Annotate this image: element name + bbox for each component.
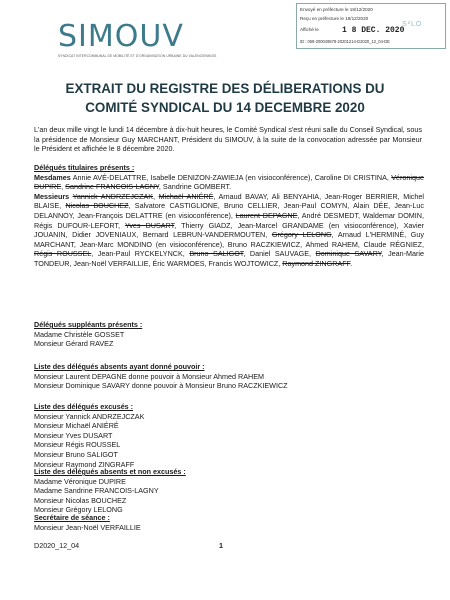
title-line-1: EXTRAIT DU REGISTRE DES DÉLIBERATIONS DU	[65, 81, 385, 96]
stamp-mark: S²LO	[402, 21, 423, 28]
logo-tagline: SYNDICAT INTERCOMMUNAL DE MOBILITÉ ET D'ORGANISATION URBAINE DU VALENCIENNOIS	[58, 54, 217, 58]
messieurs-struck-2: Michaël ANIÉRÉ	[158, 191, 214, 201]
section-non-excuses	[34, 467, 424, 515]
messieurs-text-a: Arnaud BAVAY, Ali BENYAHIA, Jean-Roger BERRIER, Michel BLAISE,	[34, 191, 424, 211]
list-item: Monsieur Laurent DEPAGNE donne pouvoir à Monsieur Ahmed RAHEM	[34, 371, 264, 381]
prefecture-stamp	[296, 3, 446, 49]
section-pouvoirs	[34, 362, 424, 391]
messieurs-struck-6: Grégory LELONG	[271, 230, 332, 240]
titulaires-messieurs: Messieurs Yannick ANDRZEJCZAK, Michaël ANIÉRÉ, Arnaud BAVAY, Ali BENYAHIA, Jean-Roger BERRIER, Michel BLAISE, Nicolas BOUCHEZ, Salvatore CASTIGLIONE, Bruno CELLIER, Jean-Paul COMYN, Alain DÉE, Jean-Luc DELANNOY, Jean-François DELATTRE (en visioconférence), Laurent DEPAGNE, André DESMEDT, Waldemar DOMIN, Régis DUFOUR-LEFORT, Yves DUSART, Thierry GIADZ, Jean-Marcel GRANDAME (en visioconférence), Xavier JOUANIN, Didier JOVENIAUX, Bernard LEBRUN-VANDERMOUTEN, Grégory LELONG, Arnaud L'HERMINÉ, Guy MARCHANT, Jean-Marc MONDINO (en visioconférence), Bruno RACZKIEWICZ, Ahmed RAHEM, Claude RÉGNIEZ, Régis ROUSSEL, Jean-Paul RYCKELYNCK, Bruno SALIGOT, Daniel SAUVAGE, Dominique SAVARY, Jean-Marie TONDEUR, Jean-Noël VERFAILLIE, Éric WARMOES, Francis WOJTOWICZ, Raymond ZINGRAFF.	[34, 191, 425, 268]
messieurs-text-e: Arnaud L'HERMINÉ, Guy MARCHANT, Jean-Marc MONDINO (en visioconférence), Bruno RACZKIEWICZ, Ahmed RAHEM, Claude RÉGNIEZ,	[34, 230, 424, 249]
messieurs-label: Messieurs	[34, 191, 70, 201]
list-item: Monsieur Régis ROUSSEL	[34, 440, 121, 450]
titulaires-heading: Délégués titulaires présents :	[34, 163, 135, 172]
non-excuses-heading: Liste des délégués absents et non excusés :	[34, 467, 186, 476]
messieurs-struck-9: Dominique SAVARY	[315, 249, 382, 259]
mesdames-text-b: Sandrine GOMBERT.	[162, 182, 232, 192]
list-item: Madame Véronique DUPIRE	[34, 476, 126, 486]
intro-paragraph: L'an deux mille vingt le lundi 14 décembre à dix-huit heures, le Comité Syndical s'est réuni salle du Conseil Syndical, sous la présidence de Monsieur Guy MARCHANT, Président du SIMOUV, à la suite de la convocation adressée par Monsieur le Président et affichée le 8 décembre 2020.	[34, 125, 422, 154]
mesdames-text-a: Annie AVÉ-DELATTRE, Isabelle DENIZON-ZAWIEJA (en visioconférence), Caroline DI CRISTINA,	[72, 172, 389, 182]
messieurs-text-h: Jean-Marie TONDEUR, Jean-Noël VERFAILLIE, Éric WARMOES, Francis WOJTOWICZ,	[34, 249, 425, 268]
messieurs-text-g: Daniel SAUVAGE,	[249, 249, 312, 259]
messieurs-struck-3: Nicolas BOUCHEZ	[65, 201, 129, 211]
list-item: Monsieur Nicolas BOUCHEZ	[34, 495, 127, 505]
messieurs-struck-7: Régis ROUSSEL	[34, 249, 92, 259]
page-number: 1	[219, 541, 223, 550]
list-item: Monsieur Grégory LELONG	[34, 505, 123, 515]
suppleants-heading: Délégués suppléants présents :	[34, 320, 143, 329]
logo-wordmark: SIMOUV	[58, 19, 184, 54]
titulaires-mesdames: Mesdames Annie AVÉ-DELATTRE, Isabelle DENIZON-ZAWIEJA (en visioconférence), Caroline DI CRISTINA, Véronique DUPIRE, Sandrine FRANCOIS-LAGNY, Sandrine GOMBERT.	[34, 172, 424, 192]
messieurs-text-f: Jean-Paul RYCKELYNCK,	[97, 249, 185, 259]
messieurs-text-d: Thierry GIADZ, Jean-Marcel GRANDAME (en visioconférence), Xavier JOUANIN, Didier JOVENIAUX, Bernard LEBRUN-VANDERMOUTEN,	[34, 220, 424, 240]
messieurs-struck-4: Laurent DEPAGNE	[235, 210, 298, 220]
secretaire-name: Monsieur Jean-Noël VERFAILLIE	[34, 522, 141, 532]
simouv-logo	[58, 19, 217, 58]
list-item: Monsieur Gérard RAVEZ	[34, 339, 114, 349]
mesdames-struck-1: Véronique DUPIRE	[34, 172, 424, 192]
stamp-id-line: ID : 059-200049578-20201214-D2020_12_04-DE	[300, 39, 390, 44]
pouvoirs-heading: Liste des délégués absents ayant donné pouvoir :	[34, 362, 205, 371]
list-item: Monsieur Yves DUSART	[34, 430, 113, 440]
messieurs-struck-1: Yannick ANDRZEJCZAK	[72, 191, 154, 201]
messieurs-text-c: André DESMEDT, Waldemar DOMIN, Régis DUFOUR-LEFORT,	[34, 210, 424, 230]
secretaire-heading: Secrétaire de séance :	[34, 513, 110, 522]
list-item: Monsieur Raymond ZINGRAFF	[34, 459, 135, 469]
stamp-posted-date: 1 8 DEC. 2020	[342, 26, 405, 35]
messieurs-struck-10: Raymond ZINGRAFF	[282, 258, 351, 268]
messieurs-struck-8: Bruno SALIGOT	[189, 249, 244, 259]
excuses-heading: Liste des délégués excusés :	[34, 402, 134, 411]
section-titulaires	[34, 163, 424, 269]
stamp-sent-line: Envoyé en préfecture le 18/12/2020	[300, 7, 373, 12]
list-item: Monsieur Dominique SAVARY donne pouvoir à Monsieur Bruno RACZKIEWICZ	[34, 381, 288, 391]
list-item: Madame Sandrine FRANCOIS-LAGNY	[34, 486, 159, 496]
title-line-2: COMITÉ SYNDICAL DU 14 DECEMBRE 2020	[85, 100, 365, 115]
list-item: Monsieur Michaël ANIÉRÉ	[34, 421, 119, 431]
mesdames-label: Mesdames	[34, 172, 71, 182]
list-item: Madame Christèle GOSSET	[34, 329, 125, 339]
stamp-posted-label: Affiché le	[300, 27, 319, 32]
document-title	[0, 79, 450, 117]
list-item: Monsieur Bruno SALIGOT	[34, 449, 118, 459]
section-secretaire	[34, 513, 424, 532]
mesdames-struck-2: Sandrine FRANCOIS-LAGNY	[65, 182, 159, 192]
stamp-received-line: Reçu en préfecture le 18/12/2020	[300, 16, 369, 21]
messieurs-text-b: Salvatore CASTIGLIONE, Bruno CELLIER, Jean-Paul COMYN, Alain DÉE, Jean-Luc DELANNOY, Jean-François DELATTRE (en visioconférence),	[34, 201, 424, 220]
list-item: Monsieur Yannick ANDRZEJCZAK	[34, 411, 145, 421]
document-code: D2020_12_04	[34, 541, 80, 550]
section-excuses	[34, 402, 424, 469]
section-suppleants	[34, 320, 424, 349]
messieurs-struck-5: Yves DUSART	[124, 220, 175, 230]
